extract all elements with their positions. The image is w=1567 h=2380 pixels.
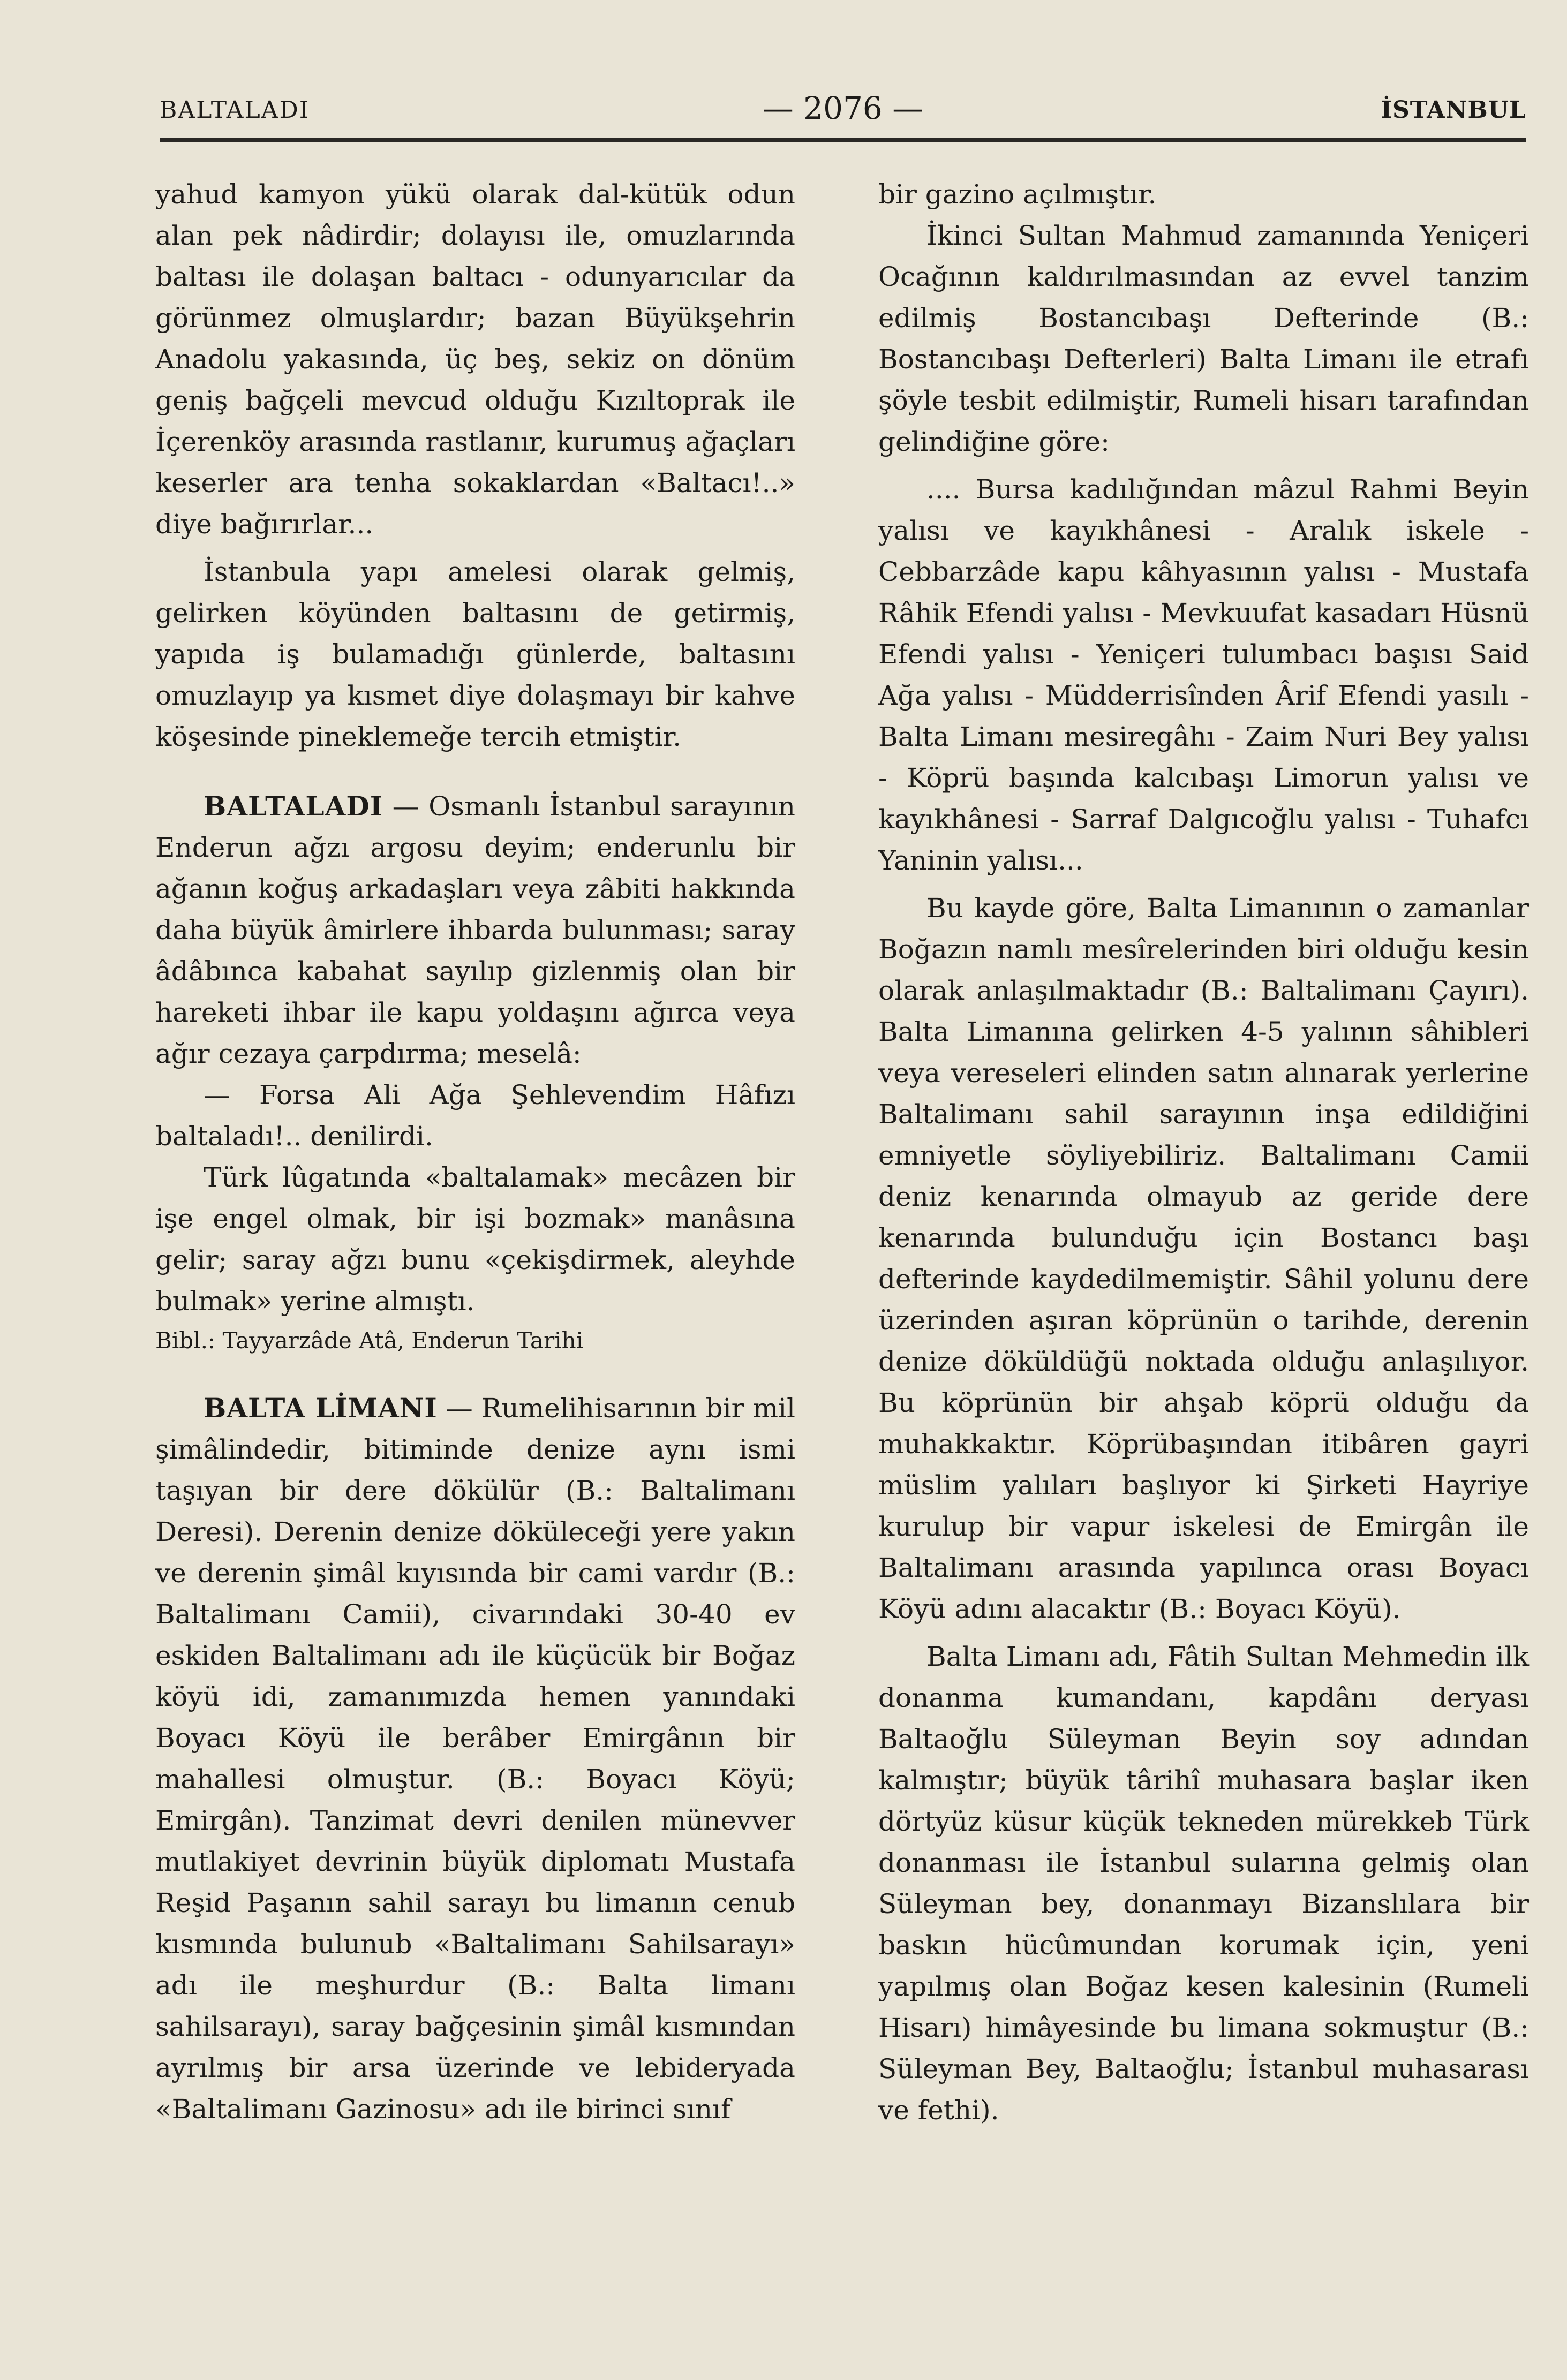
paragraph: İkinci Sultan Mahmud zamanında Yeniçeri Ocağının kaldırılmasından az evvel tanzim edilmiş Bostancıbaşı Defterinde (B.: Bostancıbaşı Defterleri) Balta Limanı ile etrafı şöyle tesbit edilmiştir, Rumeli hisarı tarafından gelindiğine göre: bbox=[878, 220, 1529, 457]
entry-heading: BALTA LİMANI bbox=[204, 1392, 438, 1424]
paragraph: yahud kamyon yükü olarak dal-kütük odun alan pek nâdirdir; dolayısı ile, omuzlarında baltası ile dolaşan baltacı - odunyarıcılar da görünmez olmuşlardır; bazan Büyükşehrin Anadolu yakasında, üç beş, sekiz on dönüm geniş bağçeli mevcud olduğu Kızıltoprak ile İçerenköy arasında rastlanır, kurumuş ağaçları keserler ara tenha sokaklardan «Baltacı!..» diye bağırırlar... bbox=[155, 179, 795, 540]
running-header bbox=[160, 90, 1526, 139]
page-number: — 2076 — bbox=[762, 90, 924, 126]
quote: — Forsa Ali Ağa Şehlevendim Hâfızı baltaladı!.. denilirdi. bbox=[155, 1079, 795, 1152]
paragraph: bir gazino açılmıştır. bbox=[878, 179, 1157, 210]
right-column bbox=[878, 174, 1529, 2131]
entry-balta-limani bbox=[155, 1387, 795, 2130]
paragraph: İstanbula yapı amelesi olarak gelmiş, gelirken köyünden baltasını de getirmiş, yapıda iş bulamadığı günlerde, baltasını omuzlayıp ya kısmet diye dolaşmayı bir kahve köşesinde pineklemeğe tercih etmiştir. bbox=[155, 556, 795, 752]
header-right-title: İSTANBUL bbox=[1381, 96, 1526, 124]
paragraph: Türk lûgatında «baltalamak» mecâzen bir işe engel olmak, bir işi bozmak» manâsına gelir; saray ağzı bunu «çekişdirmek, aleyhde bulmak» yerine almıştı. bbox=[155, 1162, 795, 1317]
entry-heading: BALTALADI bbox=[204, 790, 383, 822]
quote-list: .... Bursa kadılığından mâzul Rahmi Beyin yalısı ve kayıkhânesi - Aralık iskele - Cebbarzâde kapu kâhyasının yalısı - Mustafa Râhik Efendi yalısı - Mevkuufat kasadarı Hüsnü Efendi yalısı - Yeniçeri tulumbacı başısı Said Ağa yalısı - Müdderrisînden Ârif Efendi yasılı - Balta Limanı mesiregâhı - Zaim Nuri Bey yalısı - Köprü başında kalcıbaşı Limorun yalısı ve kayıkhânesi - Sarraf Dalgıcoğlu yalısı - Tuhafcı Yaninin yalısı... bbox=[878, 474, 1529, 876]
entry-baltaladi bbox=[155, 785, 795, 1075]
paragraph: Balta Limanı adı, Fâtih Sultan Mehmedin ilk donanma kumandanı, kapdânı deryası Baltaoğlu Süleyman Beyin soy adından kalmıştır; büyük târihî muhasara başlar iken dörtyüz küsur küçük tekneden mürekkeb Türk donanması ile İstanbul sularına gelmiş olan Süleyman bey, donanmayı Bizanslılara bir baskın hücûmundan korumak için, yeni yapılmış olan Boğaz kesen kalesinin (Rumeli Hisarı) himâyesinde bu limana sokmuştur (B.: Süleyman Bey, Baltaoğlu; İstanbul muhasarası ve fethi). bbox=[878, 1641, 1529, 2126]
left-column bbox=[155, 174, 795, 2130]
bibliography: Bibl.: Tayyarzâde Atâ, Enderun Tarihi bbox=[155, 1327, 584, 1354]
entry-text: — Osmanlı İstanbul sarayının Enderun ağzı argosu deyim; enderunlu bir ağanın koğuş arkadaşları veya zâbiti hakkında daha büyük âmirlere ihbarda bulunması; saray âdâbınca kabahat sayılıp gizlenmiş olan bir hareketi ihbar ile kapu yoldaşını ağırca veya ağır cezaya çarpdırma; meselâ: bbox=[155, 791, 795, 1069]
paragraph: Bu kayde göre, Balta Limanının o zamanlar Boğazın namlı mesîrelerinden biri olduğu kesin olarak anlaşılmaktadır (B.: Baltalimanı Çayırı). Balta Limanına gelirken 4-5 yalının sâhibleri veya vereseleri elinden satın alınarak yerlerine Baltalimanı sahil sarayının inşa edildiğini emniyetle söyliyebiliriz. Baltalimanı Camii deniz kenarında olmayub az geride dere kenarında bulunduğu için Bostancı başı defterinde kaydedilmemiştir. Sâhil yolunu dere üzerinden aşıran köprünün o tarihde, derenin denize döküldüğü noktada olduğu anlaşılıyor. Bu köprünün bir ahşab köprü olduğu da muhakkaktır. Köprübaşından itibâren gayri müslim yalıları başlıyor ki Şirketi Hayriye kurulup bir vapur iskelesi de Emirgân ile Baltalimanı arasında yapılınca orası Boyacı Köyü adını alacaktır (B.: Boyacı Köyü). bbox=[878, 893, 1529, 1625]
header-left-title: BALTALADI bbox=[160, 96, 310, 124]
entry-text: — Rumelihisarının bir mil şimâlindedir, bitiminde denize aynı ismi taşıyan bir dere dökülür (B.: Baltalimanı Deresi). Derenin denize döküleceği yere yakın ve derenin şimâl kıyısında bir cami vardır (B.: Baltalimanı Camii), civarındaki 30-40 ev eskiden Baltalimanı adı ile küçücük bir Boğaz köyü idi, zamanımızda hemen yanındaki Boyacı Köyü ile berâber Emirgânın bir mahallesi olmuştur. (B.: Boyacı Köyü; Emirgân). Tanzimat devri denilen münevver mutlakiyet devrinin büyük diplomatı Mustafa Reşid Paşanın sahil sarayı bu limanın cenub kısmında bulunub «Baltalimanı Sahilsarayı» adı ile meşhurdur (B.: Balta limanı sahilsarayı), saray bağçesinin şimâl kısmından ayrılmış bir arsa üzerinde ve lebideryada «Baltalimanı Gazinosu» adı ile birinci sınıf bbox=[155, 1393, 796, 2125]
header-rule bbox=[160, 138, 1526, 142]
